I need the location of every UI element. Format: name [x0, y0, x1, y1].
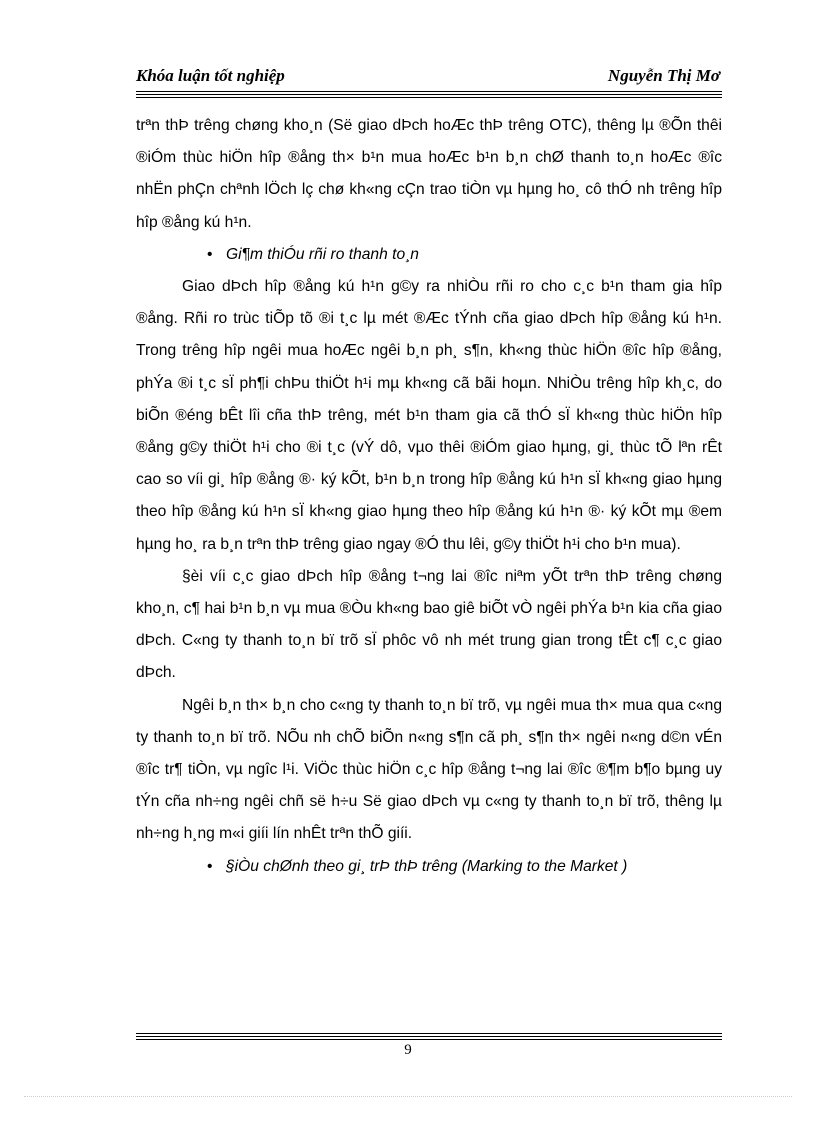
header-rule — [136, 91, 722, 92]
footer-rule — [136, 1033, 722, 1034]
header-author-name: Nguyễn Thị Mơ — [607, 66, 720, 85]
bullet-dot-icon: • — [207, 245, 213, 263]
page-boundary — [24, 1096, 792, 1097]
paragraph: trªn thÞ trêng chøng kho¸n (Së giao dÞch hoÆc thÞ trêng OTC), thêng lµ ®Õn thêi ®iÓm thùc hiÖn hîp ®ång th× b¹n mua hoÆc b¹n b¸n chØ thanh to¸n hoÆc ®îc nhËn phÇn chªnh lÖch lç chø kh«ng cÇn trao tiÒn vµ hµng ho¸ cô thÓ nh trêng hîp hîp ®ång kú h¹n. — [136, 117, 722, 231]
footer-rule — [136, 1039, 722, 1040]
bullet-heading — [136, 239, 722, 271]
bullet-dot-icon: • — [207, 857, 213, 875]
body-text — [136, 110, 722, 883]
paragraph: Giao dÞch hîp ®ång kú h¹n g©y ra nhiÒu rñi ro cho c¸c b¹n tham gia hîp ®ång. Rñi ro trùc tiÕp tõ ®i t¸c lµ mét ®Æc tÝnh cña giao dÞch hîp ®ång kú h¹n. Trong trêng hîp ngêi mua hoÆc ngêi b¸n ph¸ s¶n, kh«ng thùc hiÖn ®îc hîp ®ång, phÝa ®i t¸c sÏ ph¶i chÞu thiÖt h¹i mµ kh«ng cã bãi hoµn. NhiÒu trêng hîp kh¸c, do biÕn ®éng bÊt lîi cña thÞ trêng, mét b¹n tham gia cã thÓ sÏ kh«ng thùc hiÖn hîp ®ång g©y thiÖt h¹i cho ®i t¸c (vÝ dô, vµo thêi ®iÓm giao hµng, gi¸ thùc tÕ lªn rÊt cao so víi gi¸ hîp ®ång ®· ký kÕt, b¹n b¸n trong hîp ®ång kú h¹n sÏ kh«ng giao hµng theo hîp ®ång kú h¹n sÏ kh«ng giao hµng theo hîp ®ång kú h¹n ®· ký kÕt mµ ®em hµng ho¸ ra b¸n trªn thÞ trêng giao ngay ®Ó thu lêi, g©y thiÖt h¹i cho b¹n mua). — [136, 278, 722, 553]
header-rule — [136, 94, 722, 95]
page-number: 9 — [404, 1042, 412, 1058]
footer-rule — [136, 1036, 722, 1037]
header-thesis-title: Khóa luận tốt nghiệp — [136, 66, 285, 85]
bullet-text: Gi¶m thiÓu rñi ro thanh to¸n — [226, 245, 419, 263]
paragraph: Ngêi b¸n th× b¸n cho c«ng ty thanh to¸n bï trõ, vµ ngêi mua th× mua qua c«ng ty thanh to¸n bï trõ. NÕu nh chÕ biÕn n«ng s¶n cã ph¸ s¶n th× ngêi n«ng d©n vÉn ®îc tr¶ tiÒn, vµ ngîc l¹i. ViÖc thùc hiÖn c¸c hîp ®ång t¬ng lai ®îc ®¶m b¶o bµng uy tÝn cña nh÷ng ngêi chñ së h÷u Së giao dÞch vµ c«ng ty thanh to¸n bï trõ, thêng lµ nh÷ng h¸ng m«i giíi lín nhÊt trªn thÕ giíi. — [136, 696, 722, 843]
bullet-heading — [136, 851, 722, 883]
header-rule — [136, 97, 722, 98]
bullet-text: §iÒu chØnh theo gi¸ trÞ thÞ trêng (Marking to the Market ) — [226, 857, 628, 875]
paragraph: §èi víi c¸c giao dÞch hîp ®ång t¬ng lai ®îc niªm yÕt trªn thÞ trêng chøng kho¸n, c¶ hai b¹n b¸n vµ mua ®Òu kh«ng bao giê biÕt vÒ ngêi phÝa b¹n kia cña giao dÞch. C«ng ty thanh to¸n bï trõ sÏ phôc vô nh mét trung gian trong tÊt c¶ c¸c giao dÞch. — [136, 567, 722, 682]
